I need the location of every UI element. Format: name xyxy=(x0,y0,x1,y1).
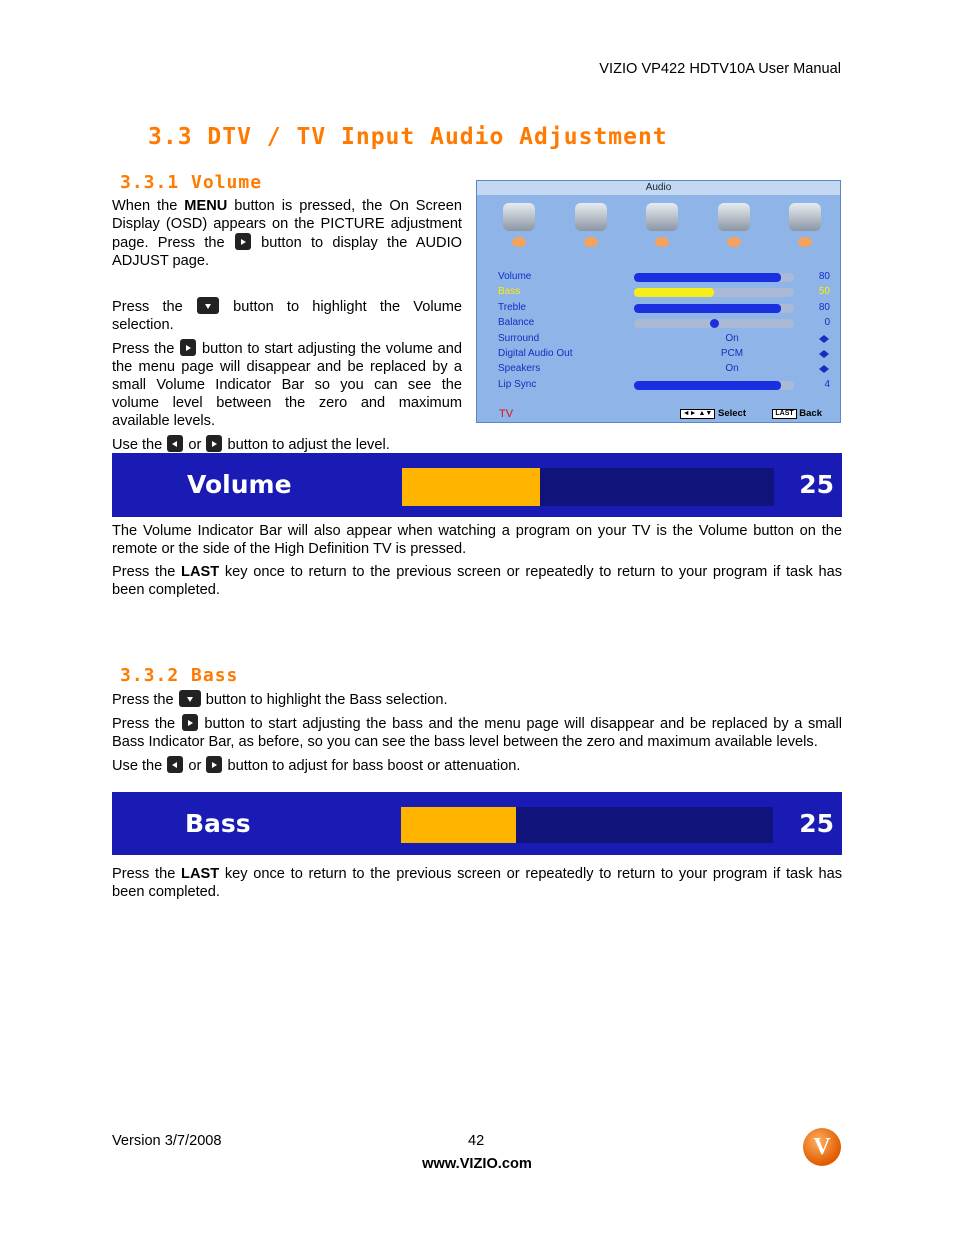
osd-row-label: Speakers xyxy=(498,363,541,375)
osd-level-bar[interactable] xyxy=(634,304,794,313)
osd-level-bar[interactable] xyxy=(634,273,794,282)
left-right-arrows-icon xyxy=(818,334,830,344)
audio-icon xyxy=(569,203,613,247)
volume-p6: Press the LAST key once to return to the previous screen or repeatedly to return to your program if task has been completed. xyxy=(112,564,842,598)
osd-row-value: 80 xyxy=(818,271,830,282)
osd-row-speakers[interactable] xyxy=(497,363,832,378)
osd-source: TV xyxy=(499,408,514,420)
volume-p1: When the MENU button is pressed, the On Screen Display (OSD) appears on the PICTURE adjustment page. Press the button to display the AUDIO ADJUST page. xyxy=(112,198,462,269)
volume-p4: Use the or button to adjust the level. xyxy=(112,437,390,453)
volume-p3: Press the button to start adjusting the volume and the menu page will disappear and be replaced by a small Volume Indicator Bar so you can see the volume level between the zero and maximum available levels. xyxy=(112,341,462,429)
indicator-label: Volume xyxy=(187,470,292,499)
osd-level-bar[interactable] xyxy=(634,319,794,328)
osd-title: Audio xyxy=(477,181,840,195)
bass-indicator-bar xyxy=(112,792,842,855)
osd-row-lip-sync[interactable] xyxy=(497,379,832,394)
osd-row-value: On xyxy=(725,363,739,375)
osd-row-label: Lip Sync xyxy=(498,378,537,390)
picture-icon xyxy=(497,203,541,247)
bass-p4: Press the LAST key once to return to the previous screen or repeatedly to return to your program if task has been completed. xyxy=(112,866,842,900)
version-text: Version 3/7/2008 xyxy=(112,1133,222,1149)
indicator-value: 25 xyxy=(799,809,834,838)
volume-p5: The Volume Indicator Bar will also appear when watching a program on your TV is the Volume button on the remote or the side of the High Definition TV is pressed. xyxy=(112,523,842,557)
indicator-track xyxy=(401,807,773,843)
left-arrow-icon xyxy=(167,756,183,773)
left-right-arrows-icon xyxy=(818,364,830,374)
right-arrow-icon xyxy=(180,339,196,356)
bass-p3: Use the or button to adjust for bass boost or attenuation. xyxy=(112,758,521,774)
osd-level-bar[interactable] xyxy=(634,381,794,390)
osd-select-hint: ◄► ▲▼ Select xyxy=(680,408,746,419)
osd-back-hint: LAST Back xyxy=(772,408,822,419)
osd-row-bass[interactable] xyxy=(497,286,832,301)
volume-indicator-bar xyxy=(112,453,842,517)
bass-p2: Press the button to start adjusting the bass and the menu page will disappear and be replaced by a small Bass Indicator Bar, as before, so you can see the bass level between the zero and maximum available levels. xyxy=(112,716,843,750)
osd-row-value: 50 xyxy=(818,286,830,298)
volume-heading: 3.3.1 Volume xyxy=(120,172,263,193)
right-arrow-icon xyxy=(182,714,198,731)
osd-row-digital-audio-out[interactable] xyxy=(497,348,832,363)
osd-row-volume[interactable] xyxy=(497,271,832,286)
osd-audio-menu xyxy=(476,180,841,423)
osd-row-treble[interactable] xyxy=(497,302,832,317)
osd-level-bar[interactable] xyxy=(634,288,794,297)
osd-row-value: PCM xyxy=(720,347,744,359)
osd-row-balance[interactable] xyxy=(497,317,832,332)
osd-row-value: 0 xyxy=(824,317,830,329)
indicator-fill xyxy=(402,468,540,506)
osd-level-fill xyxy=(634,273,781,282)
right-arrow-icon xyxy=(206,756,222,773)
osd-row-label: Surround xyxy=(498,332,540,344)
volume-intro xyxy=(112,197,462,454)
bass-notes xyxy=(112,865,842,901)
osd-row-value: 4 xyxy=(824,378,830,390)
page-number: 42 xyxy=(468,1133,485,1149)
volume-notes xyxy=(112,522,842,599)
right-arrow-icon xyxy=(235,233,251,250)
indicator-label: Bass xyxy=(185,809,251,838)
down-arrow-icon xyxy=(179,690,201,707)
osd-row-value: 80 xyxy=(818,301,830,313)
osd-row-label: Balance xyxy=(498,317,535,329)
lock-icon xyxy=(783,203,827,247)
osd-row-surround[interactable] xyxy=(497,333,832,348)
osd-rows xyxy=(497,271,832,394)
osd-footer xyxy=(499,408,832,420)
section-heading: 3.3 DTV / TV Input Audio Adjustment xyxy=(148,124,668,150)
indicator-value: 25 xyxy=(799,470,834,499)
osd-level-fill xyxy=(634,288,714,297)
tv-icon xyxy=(640,203,684,247)
bass-heading: 3.3.2 Bass xyxy=(120,665,239,686)
osd-row-label: Bass xyxy=(498,286,521,298)
setup-icon xyxy=(712,203,756,247)
osd-row-label: Volume xyxy=(498,271,532,282)
bass-intro xyxy=(112,690,842,775)
indicator-fill xyxy=(401,807,516,843)
osd-row-label: Digital Audio Out xyxy=(498,347,573,359)
osd-balance-knob[interactable] xyxy=(710,319,719,328)
right-arrow-icon xyxy=(206,435,222,452)
indicator-track xyxy=(402,468,774,506)
vizio-logo-icon: V xyxy=(803,1128,841,1166)
osd-row-value: On xyxy=(725,332,739,344)
website-url: www.VIZIO.com xyxy=(422,1156,532,1172)
select-keys-icon: ◄► ▲▼ xyxy=(680,409,716,419)
left-arrow-icon xyxy=(167,435,183,452)
volume-p2: Press the button to highlight the Volume selection. xyxy=(112,299,462,333)
osd-icon-row xyxy=(497,203,827,253)
left-right-arrows-icon xyxy=(818,349,830,359)
osd-row-label: Treble xyxy=(498,301,526,313)
manual-title: VIZIO VP422 HDTV10A User Manual xyxy=(599,61,841,77)
bass-p1: Press the button to highlight the Bass selection. xyxy=(112,692,448,708)
osd-level-fill xyxy=(634,304,781,313)
down-arrow-icon xyxy=(197,297,219,314)
osd-level-fill xyxy=(634,381,781,390)
